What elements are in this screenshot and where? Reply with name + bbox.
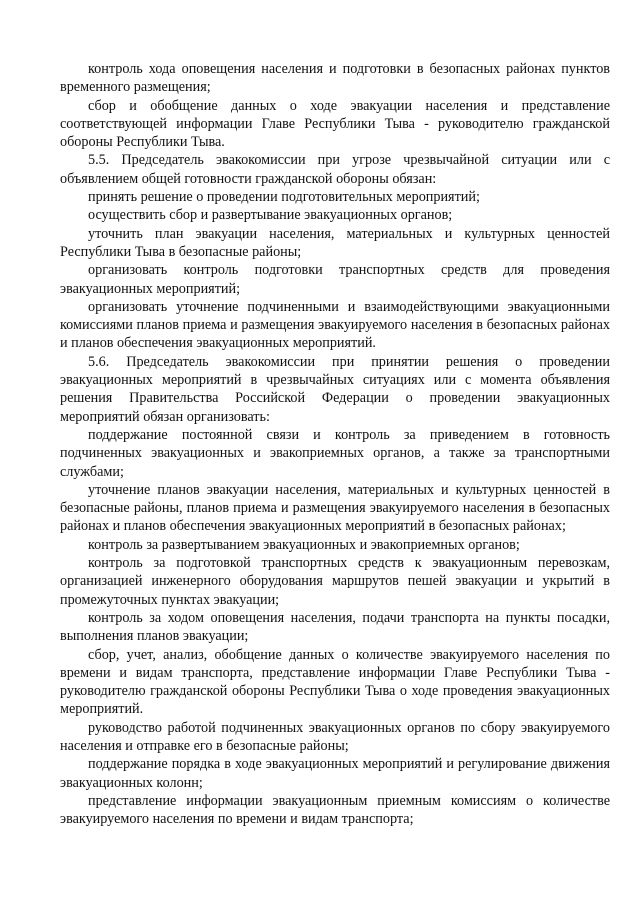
paragraph-6: уточнить план эвакуации населения, материальных и культурных ценностей Республики Тыва в безопасные районы; — [60, 225, 610, 260]
paragraph-13: контроль за подготовкой транспортных средств к эвакуационным перевозкам, организацией инженерного оборудования маршрутов пешей эвакуации и укрытий в промежуточных пунктах эвакуации; — [60, 555, 610, 608]
paragraph-5: осуществить сбор и развертывание эвакуационных органов; — [88, 207, 453, 224]
paragraph-7: организовать контроль подготовки транспортных средств для проведения эвакуационных мероприятий; — [60, 262, 610, 297]
paragraph-1: контроль хода оповещения населения и подготовки в безопасных районах пунктов временного размещения; — [60, 61, 610, 96]
paragraph-14: контроль за ходом оповещения населения, подачи транспорта на пункты посадки, выполнения планов эвакуации; — [60, 609, 610, 645]
paragraph-8: организовать уточнение подчиненными и взаимодействующими эвакуационными комиссиями планов приема и размещения эвакуируемого населения в безопасных районах и планов обеспечения эвакуационных мероприятий. — [60, 298, 610, 352]
paragraph-15: сбор, учет, анализ, обобщение данных о количестве эвакуируемого населения по времени и видам транспорта, представление информации Главе Республики Тыва - руководителю гражданской обороны Республики Тыва о ходе проведения эвакуационных мероприятий. — [60, 646, 610, 718]
paragraph-3: 5.5. Председатель эвакокомиссии при угрозе чрезвычайной ситуации или с объявлением общей готовности гражданской обороны обязан: — [60, 152, 610, 187]
paragraph-9: 5.6. Председатель эвакокомиссии при принятии решения о проведении эвакуационных мероприятий в чрезвычайных ситуациях или с момента объявления решения Правительства Российской Федерации о проведении эвакуационных мероприятий обязан организовать: — [60, 353, 610, 425]
paragraph-16: руководство работой подчиненных эвакуационных органов по сбору эвакуируемого населения и отправке его в безопасные районы; — [60, 719, 610, 754]
paragraph-4: принять решение о проведении подготовительных мероприятий; — [88, 189, 480, 206]
paragraph-2: сбор и обобщение данных о ходе эвакуации населения и представление соответствующей информации Главе Республики Тыва - руководителю гражданской обороны Республики Тыва. — [60, 97, 610, 151]
paragraph-11: уточнение планов эвакуации населения, материальных и культурных ценностей в безопасные районы, планов приема и размещения эвакуируемого населения в безопасных районах и планов обеспечения эвакуационных мероприятий в безопасных районах; — [60, 481, 610, 535]
paragraph-17: поддержание порядка в ходе эвакуационных мероприятий и регулирование движения эвакуационных колонн; — [60, 756, 610, 791]
paragraph-18: представление информации эвакуационным приемным комиссиям о количестве эвакуируемого населения по времени и видам транспорта; — [60, 792, 610, 828]
paragraph-12: контроль за развертыванием эвакуационных и эвакоприемных органов; — [88, 536, 520, 553]
paragraph-10: поддержание постоянной связи и контроль за приведением в готовность подчиненных эвакуационных и эвакоприемных органов, а также за транспортными службами; — [60, 426, 610, 480]
